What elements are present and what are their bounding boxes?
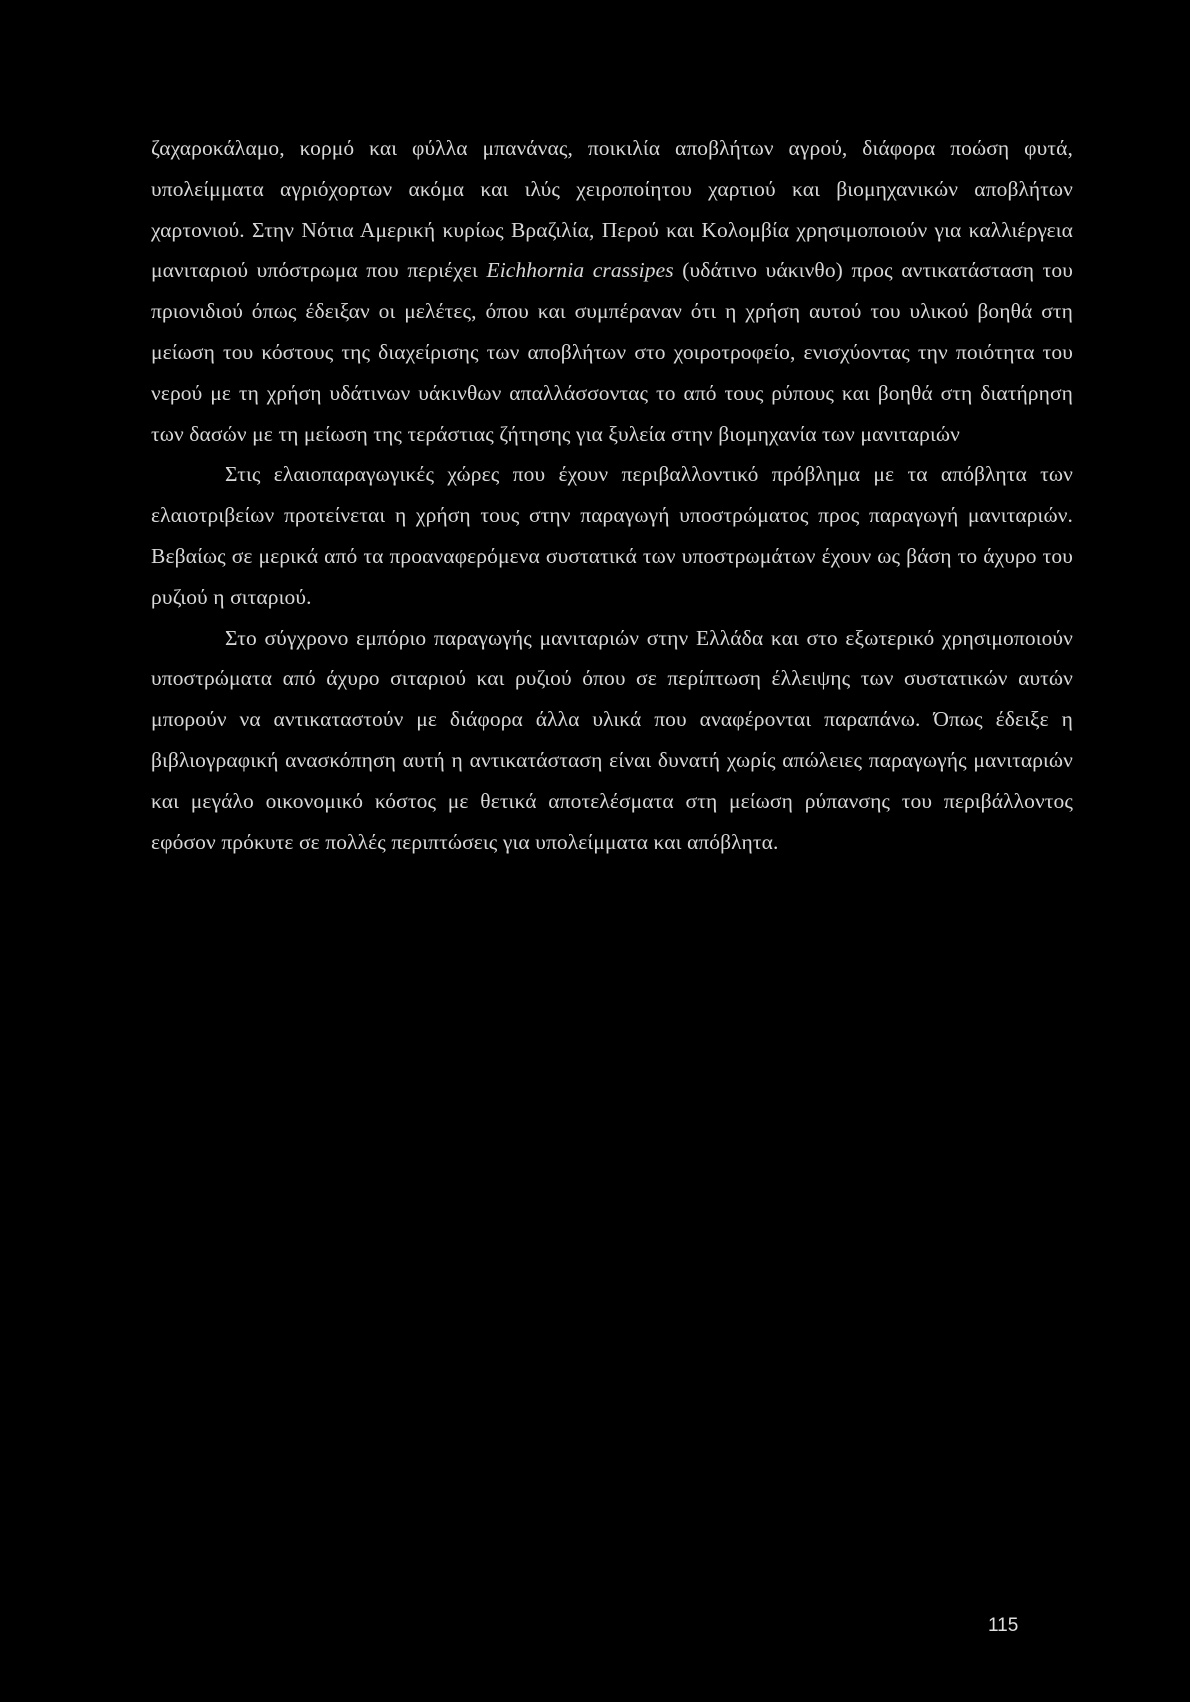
paragraph-text: ζαχαροκάλαμο, κορμό και φύλλα μπανάνας, ποικιλία αποβλήτων αγρού, διάφορα ποώση φυτά, υπολείμματα αγριόχορτων ακόμα και ιλύς χειροποίητου χαρτιού και βιομηχανικών αποβλήτων χαρτονιού. Στην Νότια Αμερική κυρίως Βραζιλία, Περού και Κολομβία χρησιμοποιούν για καλλιέργεια μανιταριού υπόστρωμα που περιέχει [151,136,1073,283]
paragraph-olive-waste: Στις ελαιοπαραγωγικές χώρες που έχουν περιβαλλοντικό πρόβλημα με τα απόβλητα των ελαιοτριβείων προτείνεται η χρήση τους στην παραγωγή υποστρώματος προς παραγωγή μανιταριών. Βεβαίως σε μερικά από τα προαναφερόμενα συστατικά των υποστρωμάτων έχουν ως βάση το άχυρο του ρυζιού η σιταριού. [151,462,1073,609]
page-number: 115 [988,1615,1019,1636]
document-body [151,128,1073,862]
paragraph-continuation [151,128,1073,454]
paragraph-conclusion: Στο σύγχρονο εμπόριο παραγωγής μανιταριών στην Ελλάδα και στο εξωτερικό χρησιμοποιούν υποστρώματα από άχυρο σιταριού και ρυζιού όπου σε περίπτωση έλλειψης των συστατικών αυτών μπορούν να αντικαταστούν με διάφορα άλλα υλικά που αναφέρονται παραπάνω. Όπως έδειξε η βιβλιογραφική ανασκόπηση αυτή η αντικατάσταση είναι δυνατή χωρίς απώλειες παραγωγής μανιταριών και μεγάλο οικονομικό κόστος με θετικά αποτελέσματα στη μείωση ρύπανσης του περιβάλλοντος εφόσον πρόκυτε σε πολλές περιπτώσεις για υπολείμματα και απόβλητα. [151,625,1073,854]
species-name: Eichhornia crassipes [486,258,674,283]
paragraph-text: (υδάτινο υάκινθο) προς αντικατάσταση του πριονιδιού όπως έδειξαν οι μελέτες, όπου και συμπέραναν ότι η χρήση αυτού του υλικού βοηθά στη μείωση του κόστους της διαχείρισης των αποβλήτων στο χοιροτροφείο, ενισχύοντας την ποιότητα του νερού με τη χρήση υδάτινων υάκινθων απαλλάσσοντας το από τους ρύπους και βοηθά στη διατήρηση των δασών με τη μείωση της τεράστιας ζήτησης για ξυλεία στην βιομηχανία των μανιταριών [151,258,1073,446]
